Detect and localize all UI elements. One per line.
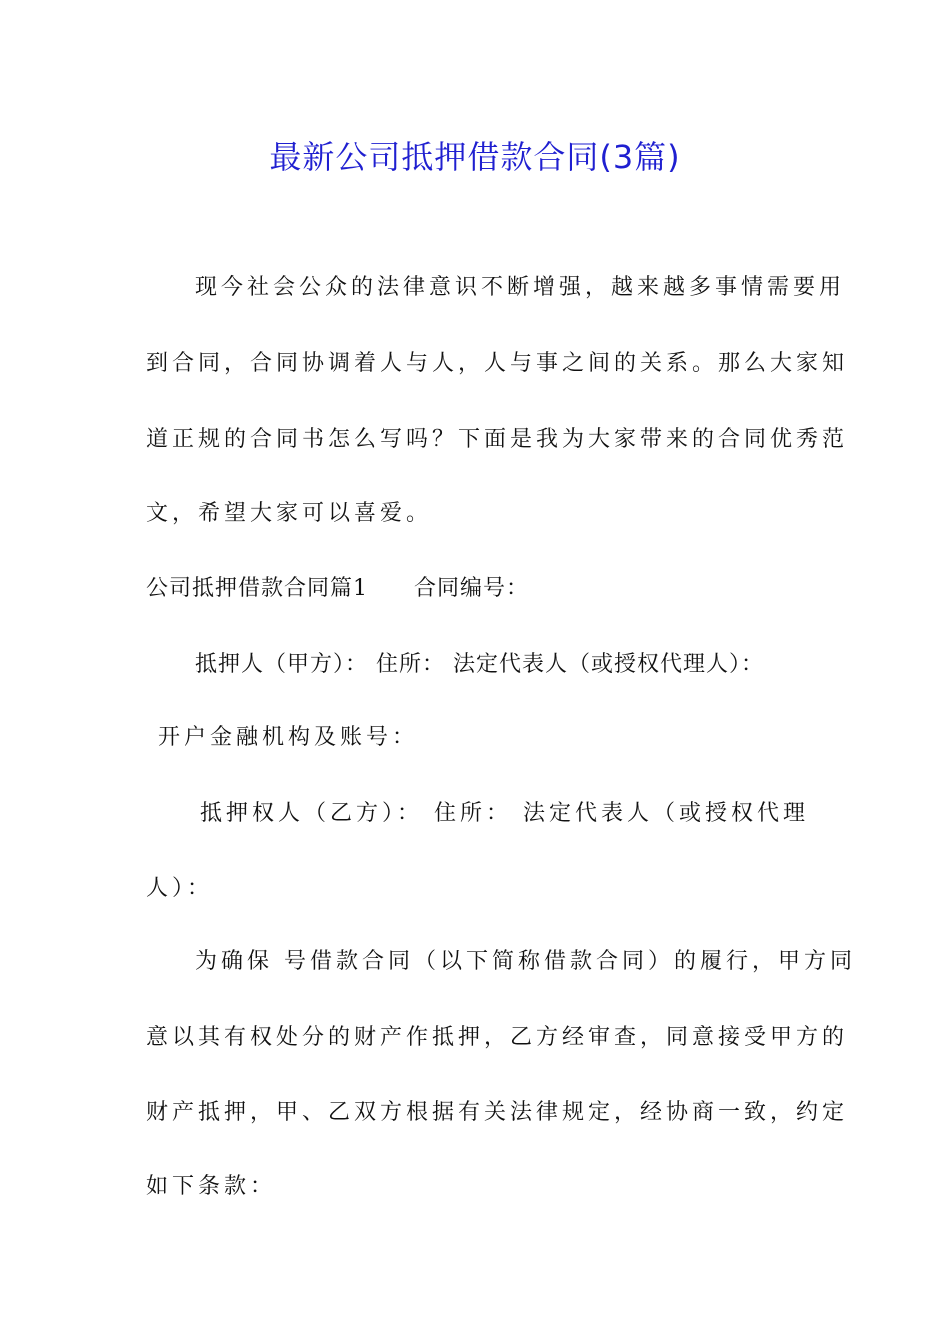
mortgagor-line-2: 开户金融机构及账号： [158, 725, 419, 750]
body-line-3: 财产抵押，甲、乙双方根据有关法律规定，经协商一致，约定 [146, 1100, 849, 1125]
mortgagee-line-2: 人）： [146, 876, 214, 901]
contract-heading-line: 公司抵押借款合同篇1 合同编号： [146, 576, 529, 601]
body-line-4: 如下条款： [146, 1174, 277, 1199]
intro-line-1: 现今社会公众的法律意识不断增强，越来越多事情需要用 [195, 275, 846, 300]
intro-line-3: 道正规的合同书怎么写吗？下面是我为大家带来的合同优秀范 [146, 427, 849, 452]
body-line-1: 为确保 号借款合同（以下简称借款合同）的履行，甲方同 [195, 949, 856, 974]
intro-line-2: 到合同，合同协调着人与人，人与事之间的关系。那么大家知 [146, 351, 849, 376]
document-title: 最新公司抵押借款合同(3篇) [269, 138, 681, 176]
mortgagee-line-1: 抵押权人（乙方）： 住所： 法定代表人（或授权代理 [200, 801, 809, 826]
body-line-2: 意以其有权处分的财产作抵押，乙方经审查，同意接受甲方的 [146, 1025, 849, 1050]
mortgagor-line-1: 抵押人（甲方）： 住所： 法定代表人（或授权代理人）： [195, 652, 764, 677]
intro-line-4: 文，希望大家可以喜爱。 [146, 501, 433, 526]
